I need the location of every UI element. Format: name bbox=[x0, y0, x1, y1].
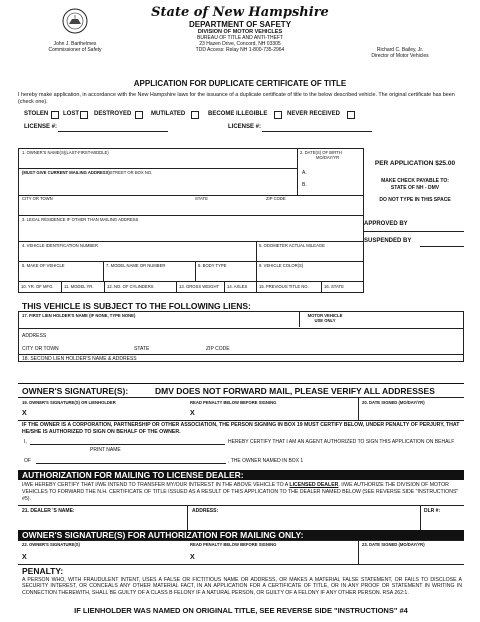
auth-sig-heading: OWNER'S SIGNATURE(S) FOR AUTHORIZATION FOR MAILING ONLY: bbox=[18, 530, 464, 540]
check-stolen-label: STOLEN bbox=[24, 111, 49, 117]
zip-label: ZIP CODE bbox=[266, 196, 286, 201]
auth-sig-x-1[interactable]: X bbox=[22, 554, 27, 561]
axles-label: 14. AXLES bbox=[227, 284, 248, 289]
lien-zip-label: ZIP CODE bbox=[206, 346, 230, 352]
dob-format: MO/DAY/YR bbox=[316, 155, 340, 160]
commissioner-name: John J. Barthelmes bbox=[53, 41, 97, 47]
owner-sig-x-1[interactable]: X bbox=[22, 410, 27, 417]
owner-name-field[interactable] bbox=[20, 156, 296, 167]
penalty-text: A PERSON WHO, WITH FRAUDULENT INTENT, USES A FALSE OR FICTITIOUS NAME OR ADDRESS, OR MAKES A MATERIAL FALSE STATEMENT, OR FAILS TO DISCLOSE A SECURITY INTEREST, OR CONCEALS ANY OTHER MATERIAL FACT, IN AN APPLICATION FOR A CERTIFICATE OF TITLE, OR IN ANY PROOF OR STATEMENT IN WRITING IN CONNECTION THEREWITH, SHALL BE GUILTY OF A CLASS B FELONY IF A NATURAL PERSON, OR GUILTY OF A FELONY IF ANY OTHER PERSON. RSA 262:1. bbox=[22, 577, 462, 596]
print-name-label: PRINT NAME bbox=[90, 447, 121, 453]
commissioner-title: Commissioner of Safety bbox=[48, 47, 102, 53]
owner-sig-heading: OWNER'S SIGNATURE(S): bbox=[22, 386, 129, 396]
dealer-number-label: DLR #: bbox=[424, 508, 441, 514]
department: DEPARTMENT OF SAFETY bbox=[188, 20, 292, 29]
first-lien-label: 17. FIRST LIEN HOLDER'S NAME (IF NONE, TYPE NONE) bbox=[22, 313, 136, 318]
check-stolen[interactable] bbox=[51, 111, 59, 119]
check-mutilated-label: MUTILATED bbox=[151, 111, 186, 117]
dmv-mail-notice: DMV DOES NOT FORWARD MAIL, PLEASE VERIFY ALL ADDRESSES bbox=[155, 386, 435, 396]
mv-use-only-1: MOTOR VEHICLE bbox=[307, 313, 343, 318]
license-2-field[interactable] bbox=[262, 131, 372, 132]
check-lost[interactable] bbox=[80, 111, 88, 119]
gross-weight-label: 13. GROSS WEIGHT bbox=[179, 284, 220, 289]
second-lien-label: 18. SECOND LIEN HOLDER'S NAME & ADDRESS bbox=[22, 356, 137, 362]
dob-b-label[interactable]: B. bbox=[302, 182, 307, 188]
auth-heading: AUTHORIZATION FOR MAILING TO LICENSE DEALER: bbox=[18, 470, 464, 480]
intro-text: I hereby make application, in accordance with the New Hampshire laws for the issuance of a duplicate certificate of title to the below described vehicle. The original certificate has been (check one). bbox=[18, 92, 455, 105]
payable-line-2: STATE OF NH - DMV bbox=[390, 185, 440, 191]
certify-text: HEREBY CERTIFY THAT I AM AN AGENT AUTHORIZED TO SIGN THIS APPLICATION ON BEHALF bbox=[228, 439, 455, 445]
form-title: APPLICATION FOR DUPLICATE CERTIFICATE OF TITLE bbox=[133, 79, 347, 88]
auth-text: I/WE HEREBY CERTIFY THAT I/WE INTEND TO TRANSFER MY/OUR INTEREST IN THE ABOVE VEHICLE TO A LICENSED DEALER. I/WE AUTHORIZE THE DIVISION OF MOTOR VEHICLES TO FORWARD THE N.H. CERTIFICATE OF TITLE ISSUED AS A RESULT OF THIS APPLICATION TO THE DEALER NAMED BELOW (SEE REVERSE SIDE "INSTRUCTIONS" #5). bbox=[22, 482, 459, 502]
body-type-label: 8. BODY TYPE bbox=[198, 263, 227, 268]
prev-state-label: 16. STATE bbox=[324, 284, 344, 289]
auth-date-label: 23. DATE SIGNED (MO/DAY/YR) bbox=[362, 542, 425, 547]
director-title: Director of Motor Vehicles bbox=[371, 53, 429, 59]
division: DIVISION OF MOTOR VEHICLES bbox=[197, 29, 283, 35]
license-2-label: LICENSE #: bbox=[228, 124, 262, 130]
dob-a-label[interactable]: A. bbox=[302, 170, 307, 176]
corp-notice: IF THE OWNER IS A CORPORATION, PARTNERSHIP OR OTHER ASSOCIATION, THE PERSON SIGNING IN BOX 19 MUST CERTIFY BELOW, UNDER PENALTY OF PERJURY, THAT HE/SHE IS AUTHORIZED TO SIGN ON BEHALF OF THE OWNER. bbox=[22, 422, 460, 435]
year-mfg-label: 10. YR. OF MFG. bbox=[21, 284, 54, 289]
check-destroyed[interactable] bbox=[135, 111, 143, 119]
penalty-heading: PENALTY: bbox=[22, 566, 64, 576]
suspended-by-field bbox=[420, 246, 464, 247]
color-label: 9. VEHICLE COLOR(S) bbox=[259, 263, 304, 268]
vin-label: 4. VEHICLE IDENTIFICATION NUMBER bbox=[22, 243, 99, 248]
liens-heading: THIS VEHICLE IS SUBJECT TO THE FOLLOWING LIENS: bbox=[22, 301, 251, 311]
bureau: BUREAU OF TITLE AND ANTI-THEFT bbox=[196, 35, 284, 41]
certify-i: I, bbox=[24, 439, 27, 445]
read-penalty-1: READ PENALTY BELOW BEFORE SIGNING bbox=[190, 400, 277, 405]
state-label: STATE bbox=[195, 196, 208, 201]
dealer-name-label: 21. DEALER 'S NAME: bbox=[22, 508, 75, 514]
mailing-address-label: (MUST GIVE CURRENT MAILING ADDRESS)STREET OR BOX NO. bbox=[22, 170, 153, 175]
owner-sig-label: 19. OWNER'S SIGNATURE(S) OR LIENHOLDER bbox=[22, 400, 116, 405]
odometer-label: 5. ODOMETER ACTUAL MILEAGE bbox=[259, 243, 325, 248]
dmv-address: 23 Hazen Drive, Concord, NH 03305 bbox=[199, 41, 281, 47]
check-never-received-label: NEVER RECEIVED bbox=[287, 111, 341, 117]
dob-label: 2. DATE(S) OF BIRTH bbox=[300, 150, 342, 155]
approved-by-field bbox=[364, 231, 464, 232]
previous-title-label: 15. PREVIOUS TITLE NO. bbox=[259, 284, 309, 289]
auth-sig-label: 22. OWNER'S SIGNATURE(S) bbox=[22, 542, 80, 547]
of-label: OF bbox=[24, 458, 31, 464]
check-never-received[interactable] bbox=[347, 111, 355, 119]
lien-address-label: ADDRESS bbox=[22, 333, 47, 339]
check-illegible[interactable] bbox=[274, 111, 282, 119]
cylinders-label: 12. NO. OF CYLINDERS bbox=[107, 284, 154, 289]
model-label: 7. MODEL NAME OR NUMBER bbox=[106, 263, 166, 268]
mv-use-only-2: USE ONLY bbox=[314, 318, 336, 323]
approved-by-label: APPROVED BY bbox=[364, 221, 408, 227]
legal-residence-label: 3. LEGAL RESIDENCE IF OTHER THAN MAILING ADDRESS bbox=[22, 217, 139, 222]
owner-sig-x-2[interactable]: X bbox=[190, 410, 195, 417]
make-label: 6. MAKE OF VEHICLE bbox=[22, 263, 65, 268]
suspended-by-label: SUSPENDED BY bbox=[364, 238, 412, 244]
footer-notice: IF LIENHOLDER WAS NAMED ON ORIGINAL TITLE, SEE REVERSE SIDE "INSTRUCTIONS" #4 bbox=[74, 606, 408, 615]
city-label: CITY OR TOWN bbox=[22, 196, 53, 201]
state-seal bbox=[62, 8, 88, 34]
agent-name-field[interactable] bbox=[30, 444, 225, 445]
check-destroyed-label: DESTROYED bbox=[94, 111, 132, 117]
check-illegible-label: BECOME ILLEGIBLE bbox=[208, 111, 268, 117]
license-1-label: LICENSE #: bbox=[24, 124, 58, 130]
owner-entity-field[interactable] bbox=[36, 463, 226, 464]
lien-city-label: CITY OR TOWN bbox=[22, 346, 59, 352]
tdd-access: TDD Access: Relay NH 1-800-735-2964 bbox=[195, 47, 285, 53]
read-penalty-2: READ PENALTY BELOW BEFORE SIGNING bbox=[190, 542, 277, 547]
check-mutilated[interactable] bbox=[191, 111, 199, 119]
check-lost-label: LOST bbox=[63, 111, 79, 117]
model-year-label: 11. MODEL YR. bbox=[64, 284, 94, 289]
owner-name-label: 1. OWNER'S NAME(S)(LAST-FIRST-MIDDLE) bbox=[22, 150, 109, 155]
lien-state-label: STATE bbox=[134, 346, 150, 352]
owner-named-text: , THE OWNER NAMED IN BOX 1 bbox=[228, 458, 304, 464]
do-not-type-notice: DO NOT TYPE IN THIS SPACE bbox=[379, 197, 451, 203]
auth-sig-x-2[interactable]: X bbox=[190, 554, 195, 561]
state-title: State of New Hampshire bbox=[151, 5, 329, 20]
dealer-address-label: ADDRESS: bbox=[192, 508, 219, 514]
fee-text: PER APPLICATION $25.00 bbox=[374, 160, 456, 167]
date-signed-label: 20. DATE SIGNED (MO/DAY/YR) bbox=[362, 400, 425, 405]
payable-line-1: MAKE CHECK PAYABLE TO: bbox=[381, 178, 449, 184]
license-1-field[interactable] bbox=[58, 131, 168, 132]
director-name: Richard C. Bailey, Jr. bbox=[376, 47, 424, 53]
